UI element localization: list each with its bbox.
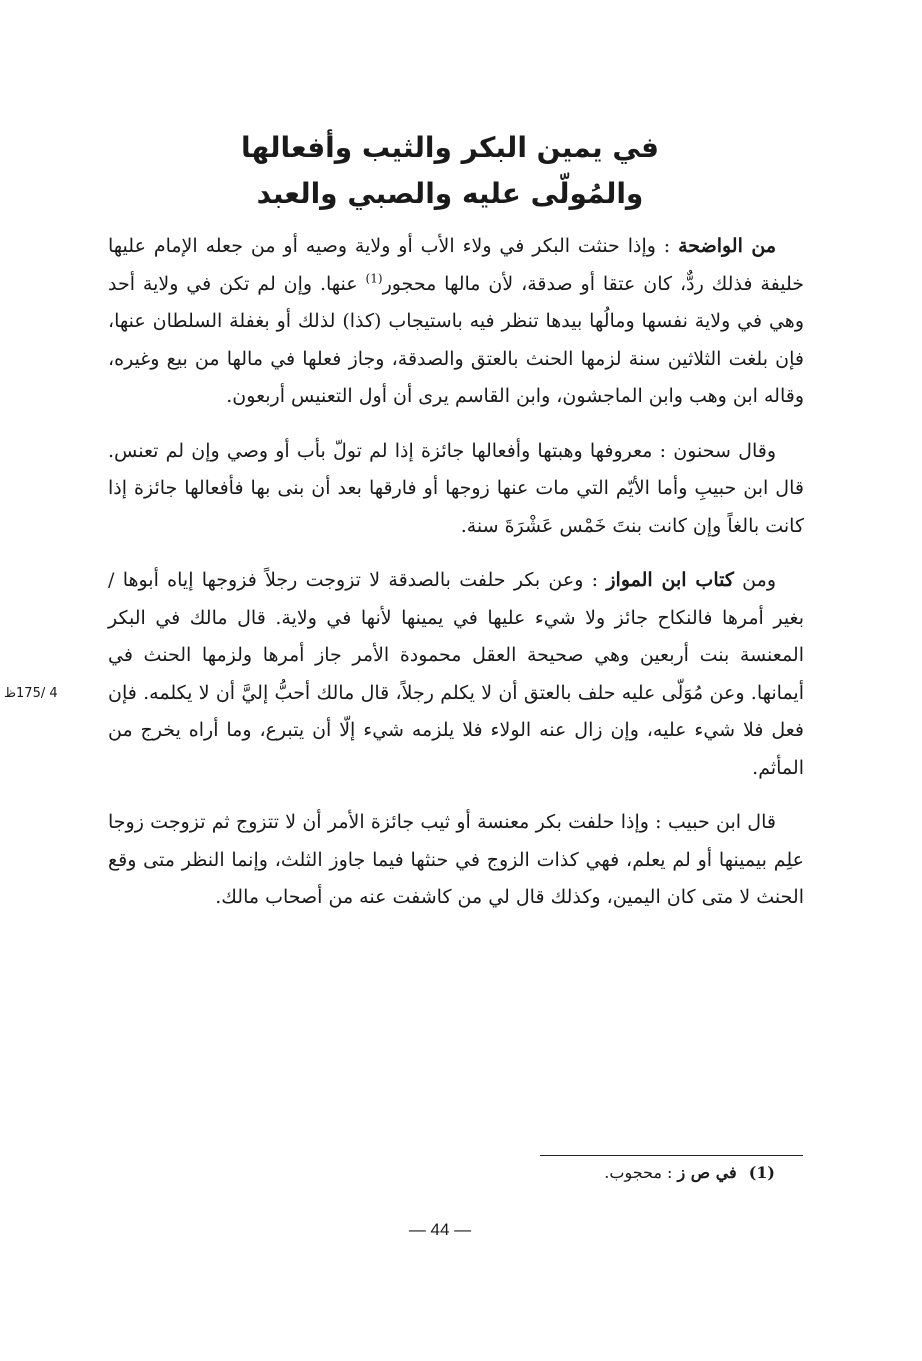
- paragraph-3-text: : وعن بكر حلفت بالصدقة لا تزوجت رجلاً فزوجها إياه أبوها / بغير أمرها فالنكاح جائز ولا شيء عليها في يمينها لأنها في ولاية. قال مالك في البكر المعنسة بنت أربعين وهي صحيحة العقل محمودة الأمر جاز أمرها ولزمها الحنث في أيمانها. وعن مُوَلّى عليه حلف بالعتق أن لا يكلم رجلاً، قال مالك أحبُّ إليَّ أن لا يكلمه. فإن فعل فلا شيء عليه، وإن زال عنه الولاء فلا يلزمه شيء إلّا أن يتبرع، وما أراه يخرج من المأثم.: [108, 569, 805, 779]
- paragraph-3: [108, 562, 804, 787]
- footnote-reference-mark: (1): [365, 271, 383, 286]
- manuscript-folio-note: 4 /175ظ: [4, 686, 58, 701]
- footnote-number: (1): [748, 1163, 775, 1182]
- paragraph-2-text: وقال سحنون : معروفها وهبتها وأفعالها جائزة إذا لم تولّ بأب أو وصي وإن لم تعنس. قال ابن حبيبِ وأما الأيّم التي مات عنها زوجها أو فارقها بعد أن بنى بها فأفعالها جائزة إذا كانت بالغاً وإن كانت بنتَ خَمْس عَشْرَةَ سنة.: [108, 439, 804, 537]
- page-number: — 44 —: [408, 1220, 472, 1239]
- paragraph-4: [108, 804, 804, 917]
- footnote: [400, 1163, 775, 1182]
- footnote-text: : محجوب.: [604, 1163, 678, 1182]
- chapter-title: [100, 125, 800, 217]
- footnote-divider: [540, 1155, 803, 1156]
- paragraph-3-prefix: ومن: [733, 569, 776, 591]
- paragraph-1-source: من الواضحة: [678, 235, 776, 257]
- paragraph-3-source: كتاب ابن المواز: [606, 569, 734, 591]
- footnote-source: في ص ز: [677, 1163, 737, 1182]
- body-text: [108, 228, 804, 934]
- paragraph-2: [108, 433, 804, 546]
- chapter-title-line-1: في يمين البكر والثيب وأفعالها: [241, 131, 659, 164]
- paragraph-1-text-b: عنها. وإن لم تكن في ولاية أحد وهي في ولاية نفسها ومالُها بيدها تنظر فيه باستيجاب (كذا) لذلك أو بغفلة السلطان عنها، فإن بلغت الثلاثين سنة لزمها الحنث بالعتق والصدقة، وجاز فعلها في مالها من بيع وغيره، وقاله ابن وهب وابن الماجشون، وابن القاسم يرى أن أول التعنيس أربعون.: [108, 272, 804, 407]
- chapter-title-line-2: والمُولّى عليه والصبي والعبد: [256, 177, 644, 210]
- paragraph-1: [108, 228, 804, 416]
- paragraph-4-text: قال ابن حبيب : وإذا حلفت بكر معنسة أو ثيب جائزة الأمر أن لا تتزوج ثم تزوجت زوجا علِم بيمينها أو لم يعلم، فهي كذات الزوج في حنثها فيما جاوز الثلث، وإنما النظر متى وقع الحنث لا متى كان اليمين، وكذلك قال لي من كاشفت عنه من أصحاب مالك.: [108, 811, 804, 908]
- paragraph-1-text-a: : وإذا حنثت البكر في ولاء الأب أو ولاية وصيه أو من جعله الإمام عليها خليفة فذلك ردٌّ، كان عتقا أو صدقة، لأن مالها محجور: [108, 235, 804, 295]
